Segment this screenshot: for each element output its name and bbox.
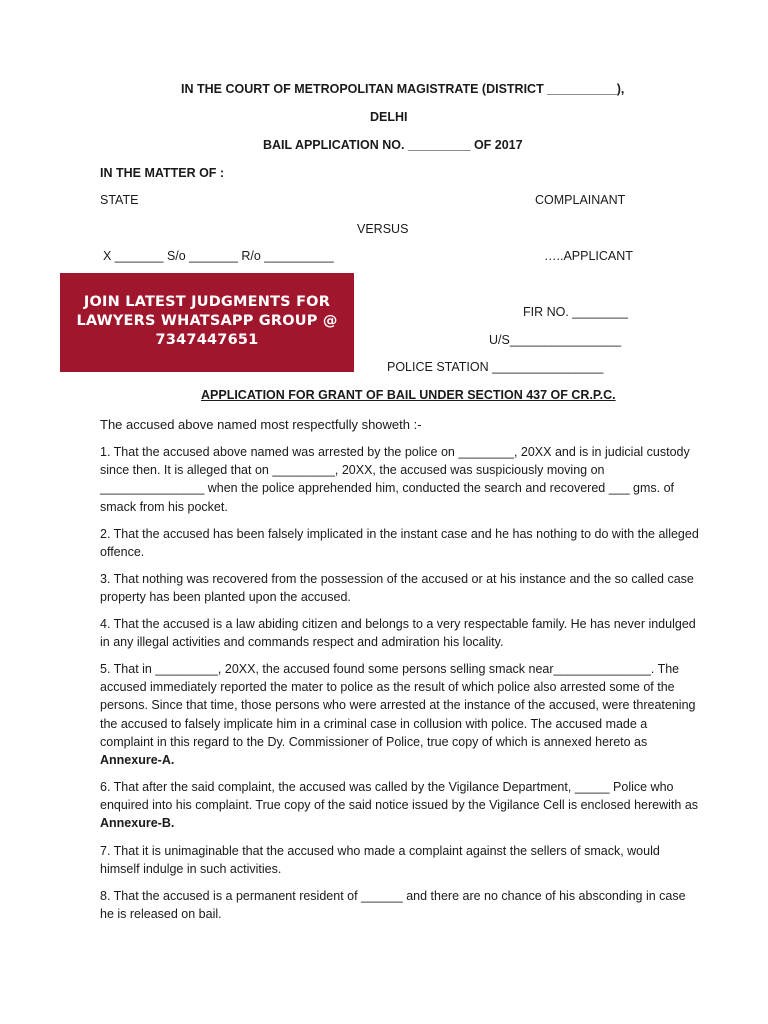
- annexure-a-ref: Annexure-A.: [100, 753, 175, 768]
- under-section: U/S________________: [489, 333, 622, 347]
- complainant-label: COMPLAINANT: [535, 193, 626, 207]
- accused-details: X _______ S/o _______ R/o __________: [103, 249, 334, 263]
- paragraph-5: [100, 660, 700, 769]
- paragraph-5-text: 5. That in _________, 20XX, the accused found some persons selling smack near______________. The accused immediately reported the mater to police as the result of which police also arrested some of the persons. Since that time, those persons who were arrested at the instance of the accused, were threatening the accused to falsely implicate him in a criminal case in collusion with police. The accused made a complaint in this regard to the Dy. Commissioner of Police, true copy of which is annexed hereto as: [100, 662, 696, 749]
- state-label: STATE: [100, 193, 139, 207]
- city-heading: DELHI: [370, 110, 408, 124]
- applicant-label: …..APPLICANT: [544, 249, 633, 263]
- banner-line-1: JOIN LATEST JUDGMENTS FOR: [83, 294, 331, 310]
- intro-text: The accused above named most respectfully showeth :-: [100, 417, 422, 432]
- paragraph-6-text: 6. That after the said complaint, the accused was called by the Vigilance Department, _____ Police who enquired into his complaint. True copy of the said notice issued by the Vigilance Cell is enclosed herewith as: [100, 780, 699, 813]
- paragraph-8: 8. That the accused is a permanent resident of ______ and there are no chance of his absconding in case he is released on bail.: [100, 889, 686, 922]
- bail-application-number: BAIL APPLICATION NO. _________ OF 2017: [263, 138, 523, 152]
- banner-line-2: LAWYERS WHATSAPP GROUP @: [76, 313, 338, 329]
- versus-label: VERSUS: [357, 222, 409, 236]
- paragraph-1: 1. That the accused above named was arrested by the police on ________, 20XX and is in judicial custody since then. It is alleged that on _________, 20XX, the accused was suspiciously moving on _______________ when the police apprehended him, conducted the search and recovered ___ gms. of smack from his pocket.: [100, 445, 690, 514]
- paragraph-7: 7. That it is unimaginable that the accused who made a complaint against the sellers of smack, would himself indulge in such activities.: [100, 844, 660, 877]
- annexure-b-ref: Annexure-B.: [100, 816, 175, 831]
- fir-number: FIR NO. ________: [523, 305, 628, 319]
- whatsapp-promo-banner: [60, 273, 354, 372]
- paragraph-4: 4. That the accused is a law abiding citizen and belongs to a very respectable family. He has never indulged in any illegal activities and commands respect and admiration his locality.: [100, 617, 696, 650]
- paragraph-2: 2. That the accused has been falsely implicated in the instant case and he has nothing to do with the alleged offence.: [100, 527, 699, 560]
- banner-phone: 7347447651: [155, 332, 259, 348]
- paragraph-6: [100, 778, 700, 833]
- application-title: APPLICATION FOR GRANT OF BAIL UNDER SECTION 437 OF CR.P.C.: [201, 388, 616, 402]
- matter-heading: IN THE MATTER OF :: [100, 166, 225, 180]
- paragraph-3: 3. That nothing was recovered from the possession of the accused or at his instance and the so called case property has been planted upon the accused.: [100, 572, 694, 605]
- court-heading: IN THE COURT OF METROPOLITAN MAGISTRATE (DISTRICT __________),: [181, 82, 625, 96]
- police-station: POLICE STATION ________________: [387, 360, 604, 374]
